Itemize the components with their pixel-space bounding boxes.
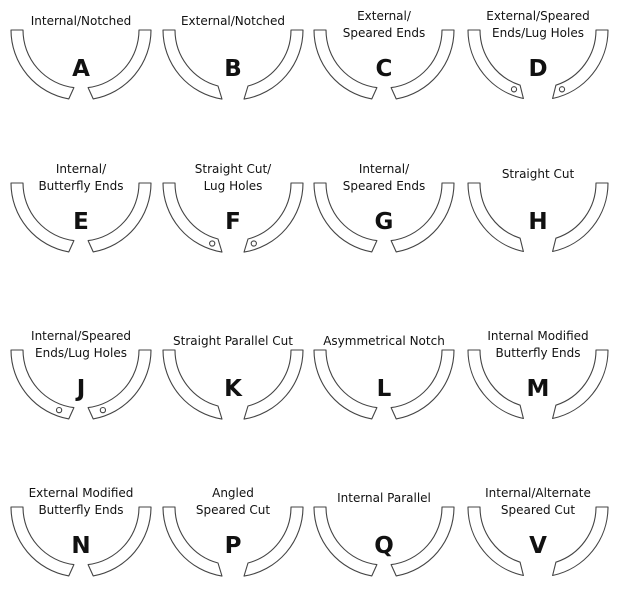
ring-item-k — [163, 334, 303, 419]
ring-caption-line: Ends/Lug Holes — [35, 346, 127, 360]
ring-item-j — [11, 329, 151, 419]
ring-right-arm — [244, 183, 303, 252]
ring-right-arm — [553, 350, 608, 419]
ring-letter: J — [76, 376, 86, 402]
ring-right-arm — [88, 507, 151, 576]
ring-caption-line: Butterfly Ends — [38, 179, 124, 193]
ring-caption-line: Speared Cut — [195, 503, 271, 517]
ring-letter: N — [71, 533, 91, 559]
ring-left-arm — [163, 350, 222, 419]
ring-caption-line: Butterfly Ends — [38, 503, 124, 517]
ring-caption-line: External/ — [357, 9, 411, 23]
ring-item-v — [468, 486, 608, 576]
ring-item-b — [163, 14, 303, 99]
ring-item-p — [163, 486, 303, 576]
ring-left-arm — [468, 350, 523, 419]
ring-letter: D — [528, 56, 548, 82]
ring-item-q — [314, 491, 454, 576]
ring-caption-line: Internal/Notched — [30, 14, 132, 28]
ring-right-arm — [88, 183, 151, 252]
lug-hole — [100, 408, 105, 413]
ring-right-arm — [391, 507, 454, 576]
ring-item-d — [468, 9, 608, 99]
ring-caption-line: External Modified — [28, 486, 134, 500]
ring-item-m — [468, 329, 608, 419]
ring-letter: V — [529, 533, 547, 559]
ring-caption-line: Internal Parallel — [337, 491, 431, 505]
ring-letter: M — [526, 376, 550, 402]
ring-caption-line: Straight Parallel Cut — [173, 334, 293, 348]
lug-hole — [559, 87, 564, 92]
ring-caption-line: Straight Cut/ — [194, 162, 272, 176]
ring-caption-line: Speared Ends — [342, 26, 426, 40]
ring-left-arm — [163, 507, 222, 576]
ring-item-c — [314, 9, 454, 99]
lug-hole — [210, 241, 215, 246]
ring-right-arm — [553, 183, 608, 252]
lug-hole — [251, 241, 256, 246]
ring-right-arm — [244, 507, 303, 576]
ring-right-arm — [391, 183, 454, 252]
ring-letter: E — [73, 209, 89, 235]
ring-caption-line: Internal Modified — [487, 329, 589, 343]
ring-right-arm — [553, 507, 608, 576]
ring-letter: L — [376, 376, 392, 402]
ring-right-arm — [244, 30, 303, 99]
ring-caption-line: Ends/Lug Holes — [492, 26, 584, 40]
ring-letter: P — [224, 533, 242, 559]
ring-caption-line: Asymmetrical Notch — [323, 334, 445, 348]
ring-caption-line: Internal/ — [358, 162, 410, 176]
ring-left-arm — [314, 183, 377, 252]
ring-left-arm — [11, 350, 74, 419]
ring-left-arm — [314, 30, 377, 99]
ring-caption-line: Butterfly Ends — [495, 346, 581, 360]
ring-right-arm — [88, 350, 151, 419]
ring-item-a — [11, 14, 151, 99]
lug-hole — [57, 408, 62, 413]
ring-right-arm — [88, 30, 151, 99]
ring-left-arm — [468, 30, 523, 99]
ring-left-arm — [11, 507, 74, 576]
lug-hole — [511, 87, 516, 92]
ring-letter: C — [375, 56, 393, 82]
ring-item-e — [11, 162, 151, 252]
ring-letter: F — [225, 209, 241, 235]
ring-left-arm — [468, 507, 523, 576]
ring-left-arm — [314, 507, 377, 576]
ring-left-arm — [468, 183, 523, 252]
ring-caption-line: Internal/Speared — [31, 329, 131, 343]
ring-left-arm — [163, 183, 222, 252]
ring-right-arm — [391, 30, 454, 99]
ring-caption-line: Internal/ — [55, 162, 107, 176]
ring-right-arm — [391, 350, 454, 419]
ring-item-g — [314, 162, 454, 252]
ring-item-f — [163, 162, 303, 252]
ring-caption-line: External/Speared — [486, 9, 590, 23]
ring-left-arm — [314, 350, 377, 419]
ring-letter: H — [528, 209, 548, 235]
ring-caption-line: External/Notched — [180, 14, 286, 28]
ring-caption-line: Speared Cut — [500, 503, 576, 517]
ring-item-n — [11, 486, 151, 576]
ring-item-h — [468, 167, 608, 252]
ring-letter: B — [224, 56, 242, 82]
ring-caption-line: Lug Holes — [203, 179, 263, 193]
ring-right-arm — [244, 350, 303, 419]
ring-letter: K — [224, 376, 242, 402]
ring-letter: G — [374, 209, 394, 235]
ring-caption-line: Internal/Alternate — [485, 486, 591, 500]
ring-letter: A — [72, 56, 90, 82]
ring-right-arm — [553, 30, 608, 99]
ring-item-l — [314, 334, 454, 419]
ring-left-arm — [11, 183, 74, 252]
ring-left-arm — [11, 30, 74, 99]
ring-caption-line: Straight Cut — [501, 167, 575, 181]
ring-caption-line: Speared Ends — [342, 179, 426, 193]
ring-caption-line: Angled — [212, 486, 254, 500]
ring-left-arm — [163, 30, 222, 99]
ring-letter: Q — [374, 533, 394, 559]
